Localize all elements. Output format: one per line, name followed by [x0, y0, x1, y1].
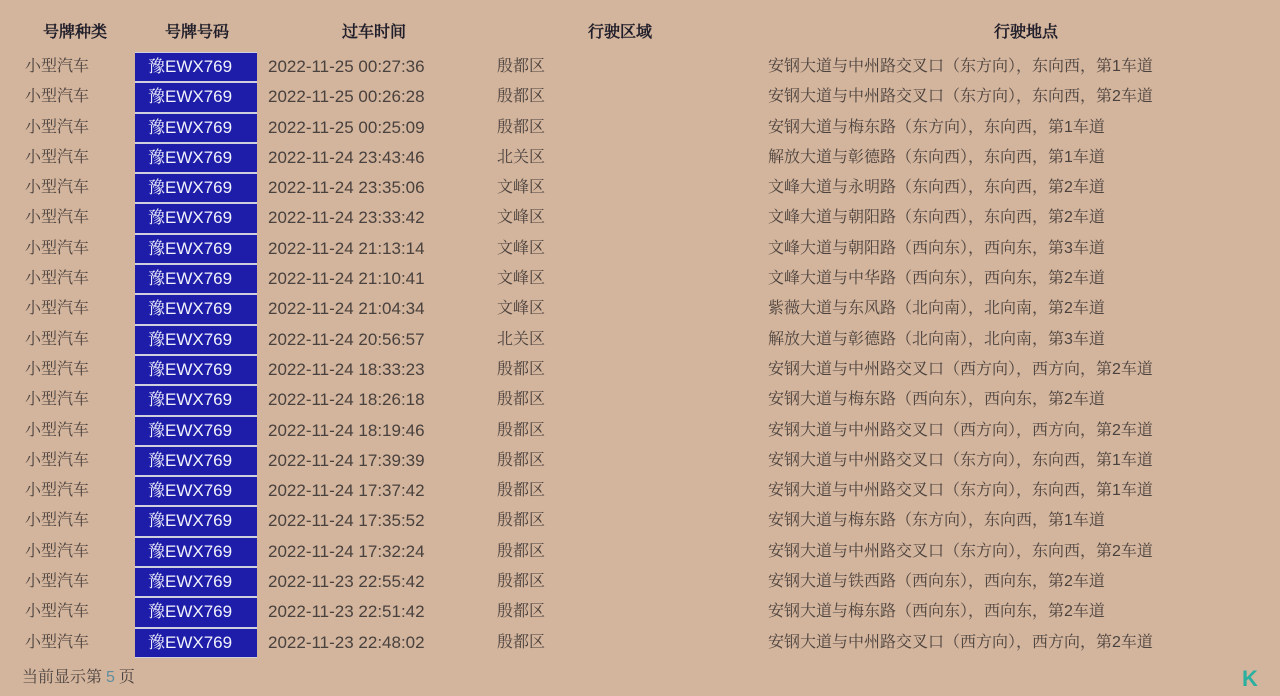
plate-number-badge[interactable]: 豫EWX769	[135, 446, 257, 476]
location-cell: 文峰大道与朝阳路（西向东），西向东，第3车道	[768, 239, 1105, 257]
location-cell: 安钢大道与中州路交叉口（西方向），西方向，第2车道	[768, 360, 1153, 378]
plate-type-cell: 小型汽车	[24, 633, 89, 651]
table-header-row	[0, 22, 1280, 44]
location-cell: 安钢大道与梅东路（西向东），西向东，第2车道	[768, 603, 1105, 621]
plate-number-badge[interactable]: 豫EWX769	[135, 325, 257, 355]
plate-number-badge[interactable]: 豫EWX769	[135, 355, 257, 385]
plate-type-cell: 小型汽车	[24, 209, 89, 227]
plate-type-cell: 小型汽车	[24, 300, 89, 318]
location-cell: 解放大道与彰德路（北向南），北向南，第3车道	[768, 330, 1105, 348]
plate-number-badge[interactable]: 豫EWX769	[135, 203, 257, 233]
district-cell: 殷都区	[496, 542, 545, 560]
district-cell: 文峰区	[496, 300, 545, 318]
table-row	[0, 143, 1280, 173]
plate-number-badge[interactable]: 豫EWX769	[135, 52, 257, 82]
location-cell: 解放大道与彰德路（东向西），东向西，第1车道	[768, 148, 1105, 166]
district-cell: 殷都区	[496, 573, 545, 591]
table-row	[0, 567, 1280, 597]
current-page-number[interactable]: 5	[106, 669, 115, 686]
district-cell: 殷都区	[496, 88, 545, 106]
pass-time-cell: 2022-11-24 17:39:39	[268, 450, 425, 470]
plate-type-cell: 小型汽车	[24, 270, 89, 288]
district-cell: 殷都区	[496, 391, 545, 409]
pass-time-cell: 2022-11-24 20:56:57	[268, 329, 425, 349]
location-cell: 紫薇大道与东风路（北向南），北向南，第2车道	[768, 300, 1105, 318]
district-cell: 文峰区	[496, 239, 545, 257]
table-row	[0, 82, 1280, 112]
pass-time-cell: 2022-11-23 22:51:42	[268, 602, 425, 622]
table-row	[0, 597, 1280, 627]
district-cell: 文峰区	[496, 179, 545, 197]
plate-type-cell: 小型汽车	[24, 179, 89, 197]
plate-number-badge[interactable]: 豫EWX769	[135, 597, 257, 627]
table-row	[0, 173, 1280, 203]
table-row	[0, 355, 1280, 385]
table-row	[0, 506, 1280, 536]
column-header-pass-time: 过车时间	[341, 24, 407, 41]
plate-number-badge[interactable]: 豫EWX769	[135, 264, 257, 294]
plate-type-cell: 小型汽车	[24, 482, 89, 500]
location-cell: 安钢大道与中州路交叉口（东方向），东向西，第1车道	[768, 451, 1153, 469]
table-row	[0, 203, 1280, 233]
plate-type-cell: 小型汽车	[24, 330, 89, 348]
table-row	[0, 476, 1280, 506]
plate-number-badge[interactable]: 豫EWX769	[135, 173, 257, 203]
location-cell: 安钢大道与梅东路（西向东），西向东，第2车道	[768, 391, 1105, 409]
k-logo-icon: K	[1242, 666, 1258, 691]
plate-number-badge[interactable]: 豫EWX769	[135, 143, 257, 173]
district-cell: 殷都区	[496, 58, 545, 75]
column-header-driving-district: 行驶区域	[587, 24, 653, 41]
location-cell: 文峰大道与中华路（西向东），西向东，第2车道	[768, 270, 1105, 288]
plate-number-badge[interactable]: 豫EWX769	[135, 416, 257, 446]
district-cell: 殷都区	[496, 451, 545, 469]
pass-time-cell: 2022-11-25 00:25:09	[268, 117, 425, 137]
district-cell: 北关区	[496, 330, 545, 348]
plate-type-cell: 小型汽车	[24, 603, 89, 621]
location-cell: 安钢大道与中州路交叉口（东方向），东向西，第2车道	[768, 542, 1153, 560]
pass-time-cell: 2022-11-24 17:37:42	[268, 481, 425, 501]
pagination-prefix: 当前显示第	[22, 669, 103, 686]
pass-time-cell: 2022-11-24 23:43:46	[268, 147, 425, 167]
table-row	[0, 113, 1280, 143]
table-row	[0, 325, 1280, 355]
plate-number-badge[interactable]: 豫EWX769	[135, 476, 257, 506]
location-cell: 安钢大道与梅东路（东方向），东向西，第1车道	[768, 118, 1105, 136]
pass-time-cell: 2022-11-23 22:55:42	[268, 572, 425, 592]
table-row	[0, 416, 1280, 446]
location-cell: 安钢大道与中州路交叉口（东方向），东向西，第1车道	[768, 58, 1153, 75]
pass-time-cell: 2022-11-23 22:48:02	[268, 632, 425, 652]
pagination-status	[22, 666, 135, 690]
district-cell: 殷都区	[496, 421, 545, 439]
plate-number-badge[interactable]: 豫EWX769	[135, 234, 257, 264]
pass-time-cell: 2022-11-24 17:35:52	[268, 511, 425, 531]
district-cell: 殷都区	[496, 482, 545, 500]
pagination-suffix: 页	[118, 669, 135, 686]
table-row	[0, 234, 1280, 264]
location-cell: 文峰大道与永明路（东向西），东向西，第2车道	[768, 179, 1105, 197]
column-header-driving-location: 行驶地点	[993, 24, 1059, 41]
column-header-plate-number: 号牌号码	[164, 24, 230, 41]
column-header-plate-type: 号牌种类	[42, 24, 108, 41]
pass-time-cell: 2022-11-24 18:19:46	[268, 420, 425, 440]
plate-type-cell: 小型汽车	[24, 360, 89, 378]
pass-time-cell: 2022-11-24 17:32:24	[268, 541, 425, 561]
table-row	[0, 628, 1280, 658]
district-cell: 殷都区	[496, 360, 545, 378]
table-row	[0, 294, 1280, 324]
plate-type-cell: 小型汽车	[24, 542, 89, 560]
pass-time-cell: 2022-11-24 18:33:23	[268, 359, 425, 379]
plate-number-badge[interactable]: 豫EWX769	[135, 113, 257, 143]
pass-time-cell: 2022-11-25 00:26:28	[268, 87, 425, 107]
plate-type-cell: 小型汽车	[24, 118, 89, 136]
records-table-body	[0, 52, 1280, 658]
location-cell: 安钢大道与中州路交叉口（东方向），东向西，第2车道	[768, 88, 1153, 106]
pass-time-cell: 2022-11-24 21:10:41	[268, 269, 425, 289]
district-cell: 北关区	[496, 148, 545, 166]
pass-time-cell: 2022-11-24 23:33:42	[268, 208, 425, 228]
plate-type-cell: 小型汽车	[24, 58, 89, 75]
district-cell: 殷都区	[496, 633, 545, 651]
district-cell: 文峰区	[496, 209, 545, 227]
plate-number-badge[interactable]: 豫EWX769	[135, 506, 257, 536]
table-row	[0, 537, 1280, 567]
plate-type-cell: 小型汽车	[24, 573, 89, 591]
table-row	[0, 264, 1280, 294]
plate-type-cell: 小型汽车	[24, 451, 89, 469]
location-cell: 安钢大道与中州路交叉口（西方向），西方向，第2车道	[768, 633, 1153, 651]
pass-time-cell: 2022-11-24 21:04:34	[268, 299, 425, 319]
plate-number-badge[interactable]: 豫EWX769	[135, 82, 257, 112]
table-row	[0, 385, 1280, 415]
plate-number-badge[interactable]: 豫EWX769	[135, 628, 257, 658]
plate-type-cell: 小型汽车	[24, 512, 89, 530]
location-cell: 安钢大道与铁西路（西向东），西向东，第2车道	[768, 573, 1105, 591]
location-cell: 文峰大道与朝阳路（东向西），东向西，第2车道	[768, 209, 1105, 227]
plate-type-cell: 小型汽车	[24, 148, 89, 166]
plate-number-badge[interactable]: 豫EWX769	[135, 567, 257, 597]
district-cell: 殷都区	[496, 118, 545, 136]
pass-time-cell: 2022-11-24 21:13:14	[268, 238, 425, 258]
location-cell: 安钢大道与中州路交叉口（西方向），西方向，第2车道	[768, 421, 1153, 439]
pass-time-cell: 2022-11-24 18:26:18	[268, 390, 425, 410]
plate-type-cell: 小型汽车	[24, 421, 89, 439]
district-cell: 文峰区	[496, 270, 545, 288]
district-cell: 殷都区	[496, 603, 545, 621]
location-cell: 安钢大道与中州路交叉口（东方向），东向西，第1车道	[768, 482, 1153, 500]
plate-type-cell: 小型汽车	[24, 88, 89, 106]
location-cell: 安钢大道与梅东路（东方向），东向西，第1车道	[768, 512, 1105, 530]
plate-type-cell: 小型汽车	[24, 239, 89, 257]
district-cell: 殷都区	[496, 512, 545, 530]
plate-number-badge[interactable]: 豫EWX769	[135, 385, 257, 415]
pass-time-cell: 2022-11-24 23:35:06	[268, 178, 425, 198]
pass-time-cell: 2022-11-25 00:27:36	[268, 57, 425, 76]
plate-number-badge[interactable]: 豫EWX769	[135, 537, 257, 567]
plate-type-cell: 小型汽车	[24, 391, 89, 409]
table-row	[0, 446, 1280, 476]
table-row	[0, 52, 1280, 82]
plate-number-badge[interactable]: 豫EWX769	[135, 294, 257, 324]
